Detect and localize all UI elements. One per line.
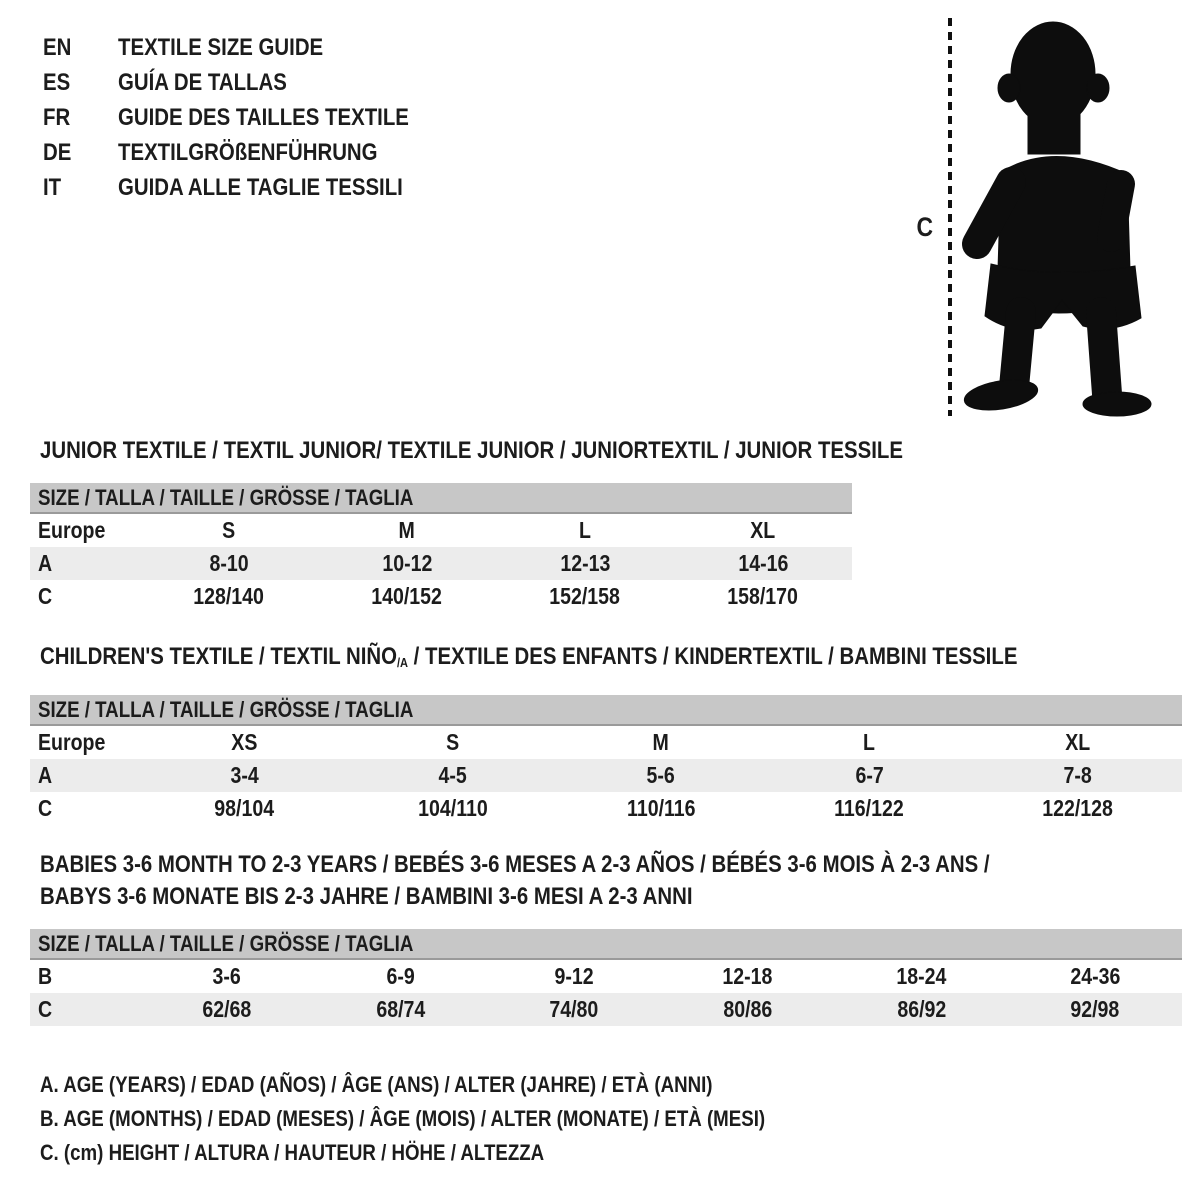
row-label — [30, 729, 140, 756]
cell-value — [674, 550, 852, 577]
cell-value — [314, 963, 488, 990]
cell-value-text: XL — [750, 517, 776, 543]
cell-value — [765, 762, 973, 789]
height-measure-label: C — [916, 212, 934, 242]
cell-value — [140, 762, 348, 789]
cell-value-text: 12-13 — [559, 550, 610, 576]
cell-value-text: S — [222, 517, 236, 543]
cell-value — [765, 729, 973, 756]
row-label — [30, 517, 140, 544]
row-label-text: Europe — [38, 517, 106, 543]
cell-value-text: 6-7 — [855, 762, 884, 788]
table-row-europe — [30, 726, 1182, 759]
table-row-a — [30, 547, 852, 580]
language-row-de — [43, 135, 460, 170]
cell-value — [140, 517, 318, 544]
section-junior — [30, 435, 903, 613]
cell-value — [674, 583, 852, 610]
cell-value — [348, 729, 556, 756]
cell-value — [974, 795, 1182, 822]
language-title: GUIDA ALLE TAGLIE TESSILI — [118, 173, 403, 201]
table-row-a — [30, 759, 1182, 792]
language-row-es — [43, 65, 460, 100]
cell-value-text: 104/110 — [417, 795, 488, 821]
language-title: GUÍA DE TALLAS — [118, 68, 287, 96]
cell-value-text: 62/68 — [202, 996, 252, 1022]
cell-value — [1008, 963, 1182, 990]
legend — [40, 1068, 893, 1170]
cell-value — [140, 996, 314, 1023]
cell-value-text: L — [579, 517, 591, 543]
cell-value-text: 4-5 — [438, 762, 467, 788]
cell-value-text: 92/98 — [1070, 996, 1120, 1022]
cell-value-text: 24-36 — [1070, 963, 1121, 989]
language-title: GUIDE DES TAILLES TEXTILE — [118, 103, 409, 131]
row-label-text: A — [38, 762, 53, 788]
cell-value — [974, 762, 1182, 789]
cell-value-text: 116/122 — [834, 795, 905, 821]
cell-value — [140, 963, 314, 990]
row-label — [30, 963, 140, 990]
cell-value-text: 3-4 — [230, 762, 259, 788]
cell-value-text: 10-12 — [381, 550, 432, 576]
row-label-text: B — [38, 963, 53, 989]
table-row-europe — [30, 514, 852, 547]
row-label — [30, 583, 140, 610]
cell-value-text: 3-6 — [212, 963, 241, 989]
size-header-text: SIZE / TALLA / TAILLE / GRÖSSE / TAGLIA — [38, 484, 414, 510]
size-header-bar — [30, 929, 1182, 960]
cell-value-text: 7-8 — [1063, 762, 1092, 788]
cell-value — [496, 583, 674, 610]
language-code: ES — [43, 68, 71, 96]
language-title: TEXTILE SIZE GUIDE — [118, 33, 324, 61]
cell-value — [140, 583, 318, 610]
section-title — [30, 849, 1182, 881]
cell-value-text: 128/140 — [193, 583, 265, 609]
cell-value — [661, 996, 835, 1023]
cell-value-text: M — [652, 729, 670, 755]
cell-value-text: 5-6 — [646, 762, 676, 788]
section-title-text: BABIES 3-6 MONTH TO 2-3 YEARS / BEBÉS 3-6 MESES A 2-3 AÑOS / BÉBÉS 3-6 MOIS À 2-3 ANS / — [40, 851, 990, 878]
row-label — [30, 550, 140, 577]
cell-value-text: 140/152 — [371, 583, 443, 609]
language-code: FR — [43, 103, 71, 131]
cell-value — [140, 550, 318, 577]
table-row-c — [30, 792, 1182, 825]
cell-value-text: 110/116 — [626, 795, 696, 821]
table-row-c — [30, 580, 852, 613]
row-label-text: Europe — [38, 729, 106, 755]
size-header-text: SIZE / TALLA / TAILLE / GRÖSSE / TAGLIA — [38, 696, 414, 722]
cell-value — [487, 963, 661, 990]
cell-value-text: S — [446, 729, 460, 755]
language-code: IT — [43, 173, 62, 201]
cell-value-text: 98/104 — [214, 795, 275, 821]
language-title: TEXTILGRÖßENFÜHRUNG — [118, 138, 378, 166]
cell-value-text: L — [863, 729, 876, 755]
cell-value-text: 12-18 — [722, 963, 773, 989]
language-row-fr — [43, 100, 460, 135]
section-title — [30, 435, 903, 467]
row-label-text: C — [38, 583, 53, 609]
cell-value-text: 158/170 — [727, 583, 799, 609]
row-label-text: C — [38, 795, 53, 821]
cell-value-text: XS — [231, 729, 258, 755]
cell-value-text: 8-10 — [209, 550, 249, 576]
cell-value — [765, 795, 973, 822]
title-subscript: /A — [396, 655, 409, 670]
row-label — [30, 762, 140, 789]
cell-value — [140, 795, 348, 822]
cell-value — [318, 550, 496, 577]
cell-value-text: 14-16 — [737, 550, 788, 576]
cell-value-text: 18-24 — [896, 963, 947, 989]
row-label-text: A — [38, 550, 53, 576]
cell-value — [487, 996, 661, 1023]
table-row-c — [30, 993, 1182, 1026]
section-title — [30, 881, 1182, 913]
cell-value — [1008, 996, 1182, 1023]
cell-value-text: 152/158 — [549, 583, 621, 609]
cell-value — [557, 729, 765, 756]
section-babies — [30, 849, 1182, 1026]
legend-line-b: B. AGE (MONTHS) / EDAD (MESES) / ÂGE (MOIS) / ALTER (MONATE) / ETÀ (MESI) — [40, 1106, 766, 1131]
cell-value-text: M — [398, 517, 416, 543]
cell-value — [348, 795, 556, 822]
size-header-bar — [30, 695, 1182, 726]
legend-line-c: C. (cm) HEIGHT / ALTURA / HAUTEUR / HÖHE / ALTEZZA — [40, 1140, 545, 1165]
cell-value-text: 80/86 — [723, 996, 773, 1022]
cell-value-text: 86/92 — [897, 996, 946, 1022]
language-row-en — [43, 30, 460, 65]
cell-value — [496, 550, 674, 577]
language-list — [43, 30, 460, 205]
cell-value-text: 9-12 — [554, 963, 594, 989]
cell-value — [318, 583, 496, 610]
cell-value-text: 6-9 — [386, 963, 415, 989]
cell-value — [674, 517, 852, 544]
section-title — [30, 641, 1182, 679]
section-title-text: CHILDREN'S TEXTILE / TEXTIL $NIÑO_{/A}$ / TEXTILE DES ENFANTS / KINDERTEXTIL / BAMBINI TESSILE — [40, 643, 1018, 670]
cell-value — [140, 729, 348, 756]
legend-line-a: A. AGE (YEARS) / EDAD (AÑOS) / ÂGE (ANS) / ALTER (JAHRE) / ETÀ (ANNI) — [40, 1072, 713, 1097]
cell-value — [496, 517, 674, 544]
cell-value — [835, 996, 1009, 1023]
cell-value — [557, 762, 765, 789]
cell-value — [661, 963, 835, 990]
table-row-b — [30, 960, 1182, 993]
row-label — [30, 996, 140, 1023]
language-code: EN — [43, 33, 72, 61]
row-label — [30, 795, 140, 822]
cell-value-text: XL — [1065, 729, 1091, 755]
language-row-it — [43, 170, 460, 205]
cell-value-text: 122/128 — [1042, 795, 1114, 821]
cell-value-text: 74/80 — [549, 996, 599, 1022]
section-title-text: BABYS 3-6 MONATE BIS 2-3 JAHRE / BAMBINI 3-6 MESI A 2-3 ANNI — [40, 883, 693, 910]
cell-value — [318, 517, 496, 544]
cell-value — [974, 729, 1182, 756]
section-title-text: JUNIOR TEXTILE / TEXTIL JUNIOR/ TEXTILE JUNIOR / JUNIORTEXTIL / JUNIOR TESSILE — [40, 437, 903, 464]
cell-value — [557, 795, 765, 822]
row-label-text: C — [38, 996, 53, 1022]
language-code: DE — [43, 138, 72, 166]
size-header-text: SIZE / TALLA / TAILLE / GRÖSSE / TAGLIA — [38, 930, 414, 956]
cell-value — [314, 996, 488, 1023]
cell-value — [348, 762, 556, 789]
cell-value-text: 68/74 — [376, 996, 425, 1022]
size-header-bar — [30, 483, 852, 514]
baby-silhouette-icon — [935, 12, 1195, 422]
section-children — [30, 641, 1182, 825]
cell-value — [835, 963, 1009, 990]
